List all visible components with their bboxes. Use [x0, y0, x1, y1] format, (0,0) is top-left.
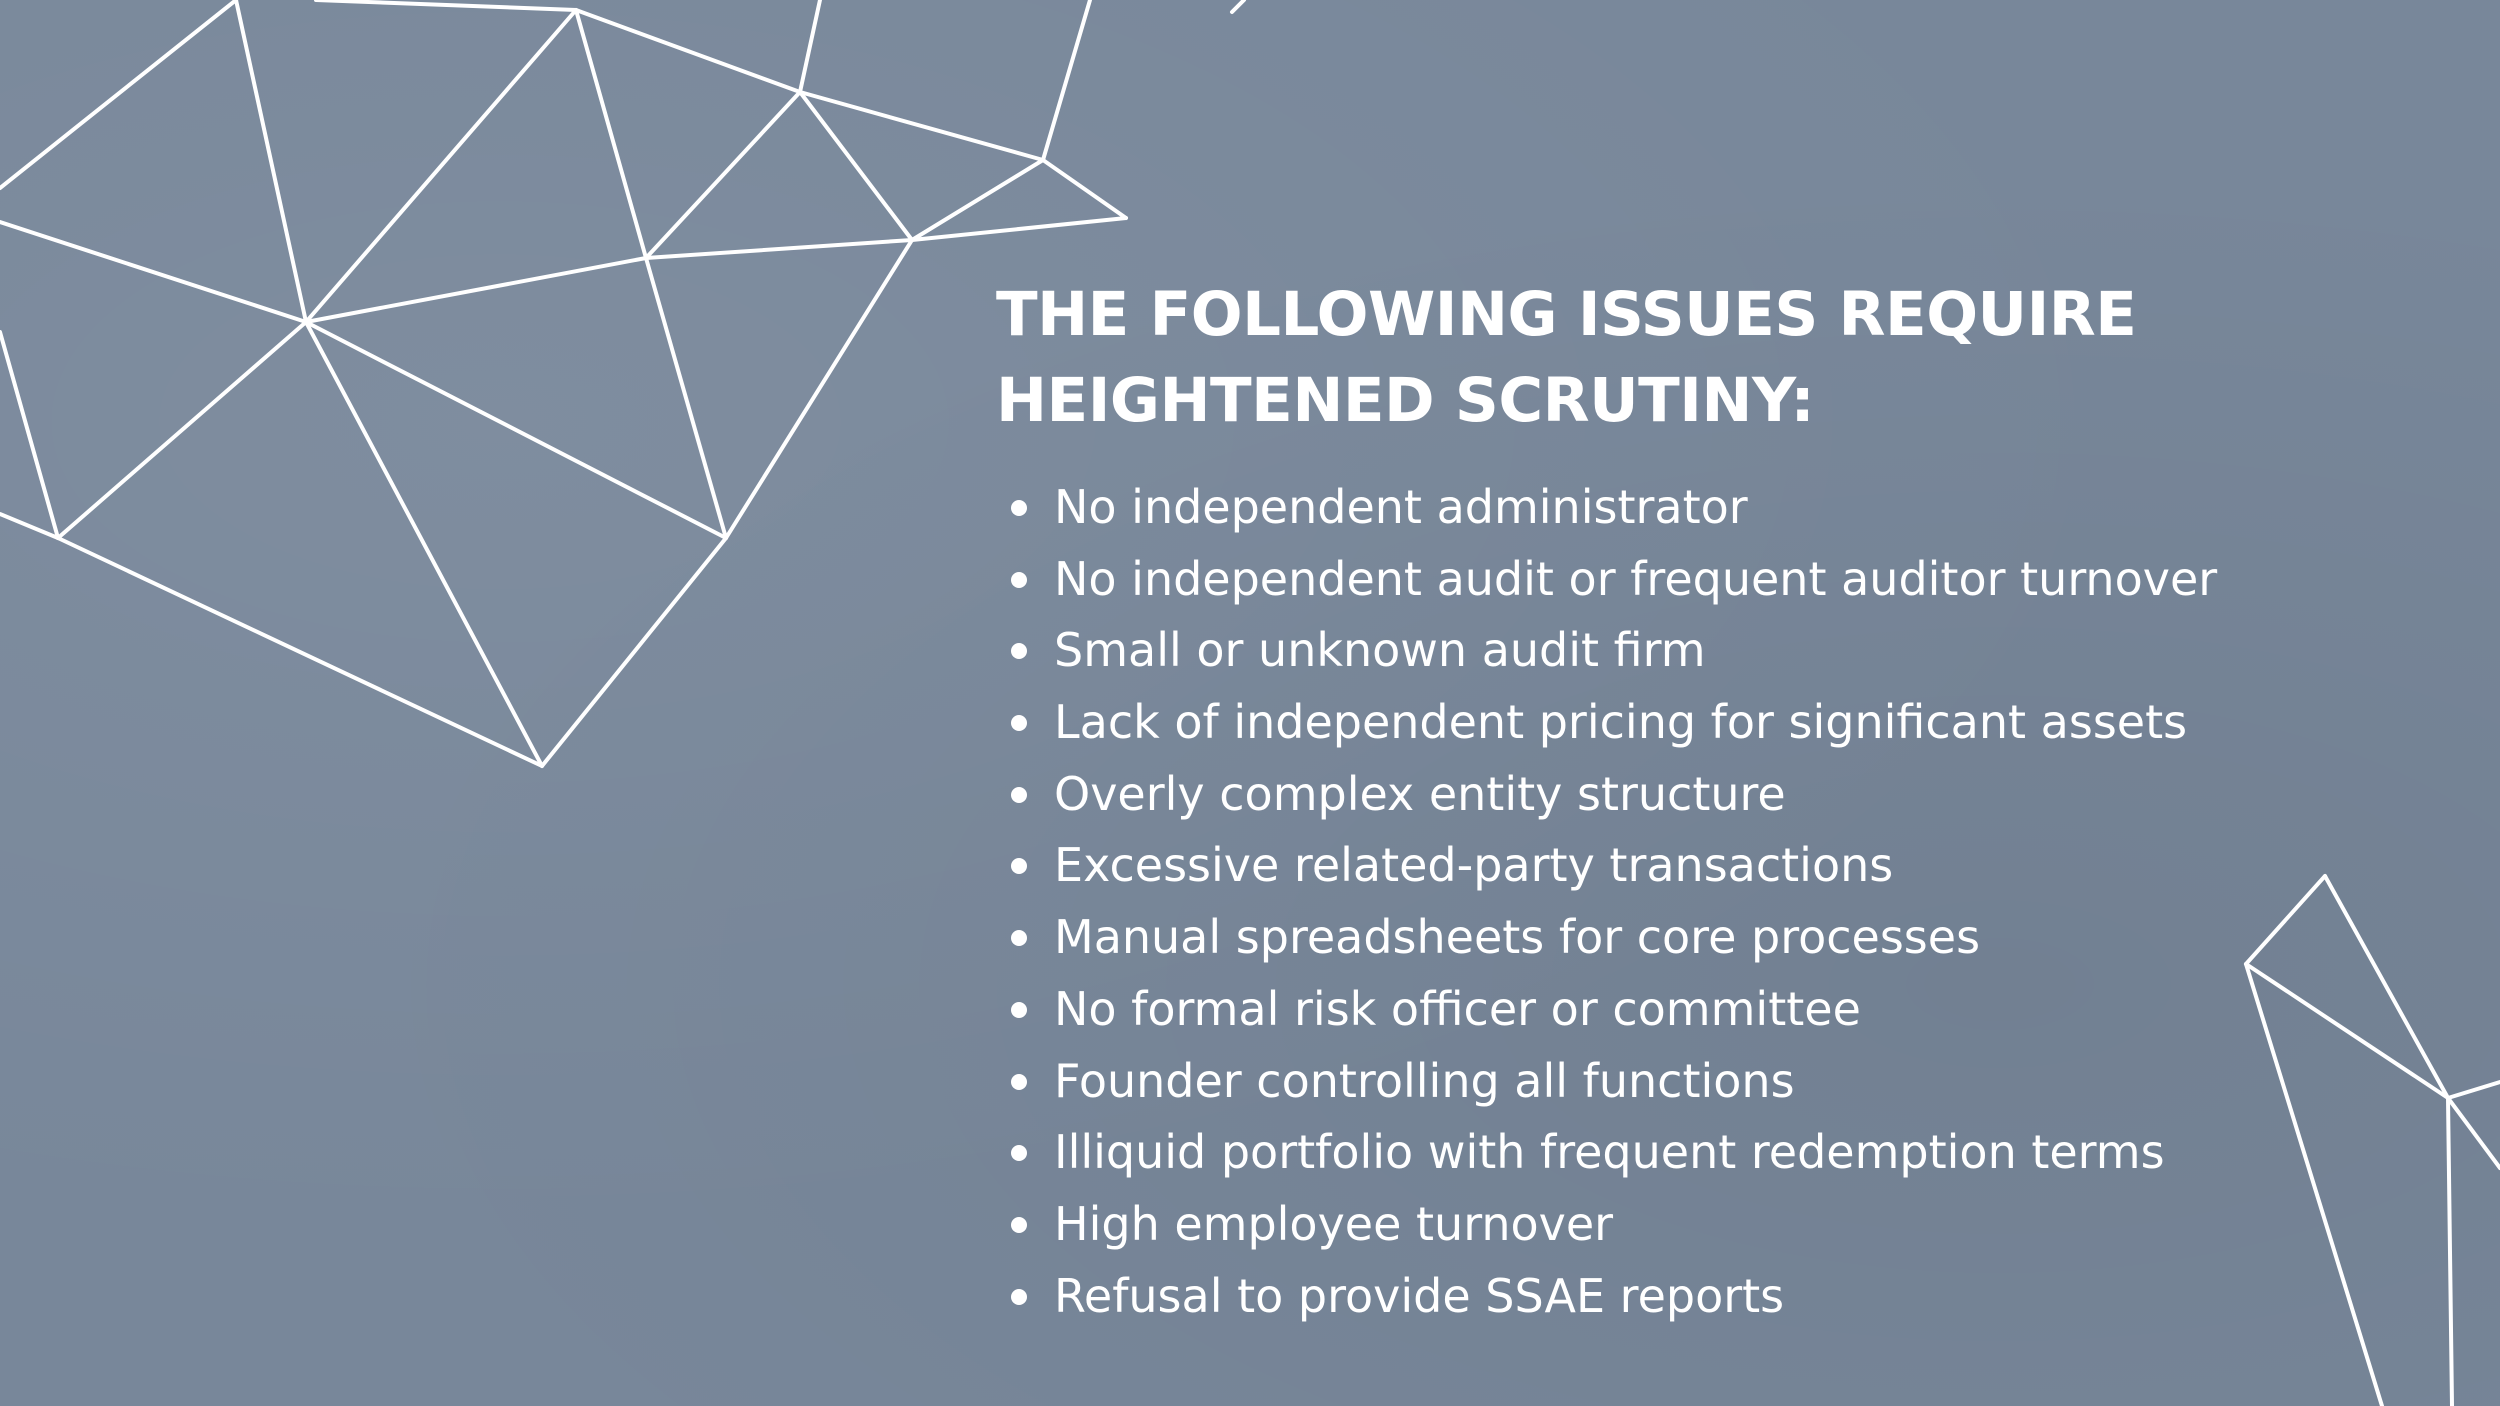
content-block	[996, 272, 2376, 1332]
bullet-dot-icon	[1011, 858, 1027, 874]
list-item	[996, 687, 2376, 759]
list-item-text: Illiquid portfolio with frequent redemption terms	[1054, 1125, 2165, 1180]
list-item	[996, 544, 2376, 616]
bullet-dot-icon	[1011, 787, 1027, 803]
list-item	[996, 1046, 2376, 1118]
issues-list	[996, 472, 2376, 1332]
list-item	[996, 1117, 2376, 1189]
list-item	[996, 974, 2376, 1046]
list-item-text: No independent audit or frequent auditor turnover	[1054, 551, 2218, 606]
heading-line-1: THE FOLLOWING ISSUES REQUIRE	[996, 279, 2137, 350]
bullet-dot-icon	[1011, 1217, 1027, 1233]
list-item-text: Manual spreadsheets for core processes	[1054, 910, 1981, 965]
bullet-dot-icon	[1011, 1145, 1027, 1161]
list-item-text: No formal risk officer or committee	[1054, 981, 1861, 1036]
list-item-text: Overly complex entity structure	[1054, 766, 1786, 821]
list-item-text: Founder controlling all functions	[1054, 1053, 1795, 1108]
list-item	[996, 830, 2376, 902]
list-item-text: No independent administrator	[1054, 480, 1748, 534]
bullet-dot-icon	[1011, 1074, 1027, 1090]
bullet-dot-icon	[1011, 500, 1027, 516]
bullet-dot-icon	[1011, 930, 1027, 946]
list-item	[996, 615, 2376, 687]
bullet-dot-icon	[1011, 1002, 1027, 1018]
heading-line-2: HEIGHTENED SCRUTINY:	[996, 365, 1815, 436]
list-item	[996, 759, 2376, 831]
list-item-text: Small or unknown audit firm	[1054, 623, 1706, 678]
list-item	[996, 902, 2376, 974]
list-item-text: Refusal to provide SSAE reports	[1054, 1268, 1785, 1323]
bullet-dot-icon	[1011, 715, 1027, 731]
list-item-text: Lack of independent pricing for significant assets	[1054, 695, 2188, 750]
bullet-dot-icon	[1011, 1289, 1027, 1305]
slide-heading	[996, 272, 2376, 444]
list-item	[996, 1189, 2376, 1261]
bullet-dot-icon	[1011, 572, 1027, 588]
list-item-text: Excessive related-party transactions	[1054, 838, 1894, 893]
list-item-text: High employee turnover	[1054, 1196, 1614, 1251]
list-item	[996, 1261, 2376, 1333]
bullet-dot-icon	[1011, 643, 1027, 659]
list-item	[996, 472, 2376, 544]
